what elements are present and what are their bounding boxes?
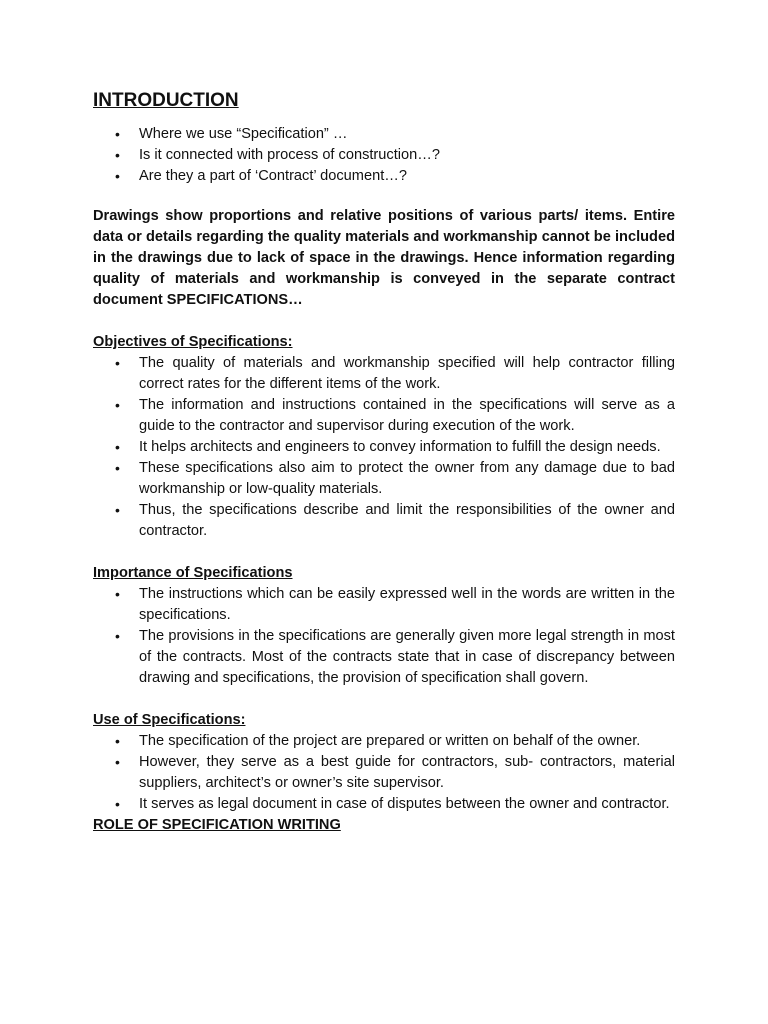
list-item xyxy=(93,353,675,395)
list-item xyxy=(93,437,675,458)
list-item-text: The quality of materials and workmanship specified will help contractor filling correct rates for the different items of the work. xyxy=(139,355,675,392)
list-item xyxy=(93,166,675,187)
intro-paragraph: Drawings show proportions and relative positions of various parts/ items. Entire data or details regarding the quality materials and workmanship cannot be included in the drawings due to lack of space in the drawings. Hence information regarding quality of materials and workmanship is conveyed in the separate contract document SPECIFICATIONS… xyxy=(93,208,675,308)
intro-question-list xyxy=(93,124,675,187)
section-heading: Objectives of Specifications: xyxy=(93,334,293,350)
list-item xyxy=(93,626,675,689)
list-item-text: The information and instructions contained in the specifications will serve as a guide to the contractor and supervisor during execution of the work. xyxy=(139,397,675,434)
list-item xyxy=(93,458,675,500)
bullet-icon: • xyxy=(115,168,120,184)
list-item xyxy=(93,794,675,815)
list-item xyxy=(93,500,675,542)
bullet-icon: • xyxy=(115,397,120,413)
section-heading: Use of Specifications: xyxy=(93,712,246,728)
list-item-text: The instructions which can be easily expressed well in the words are written in the specifications. xyxy=(139,586,675,623)
list-item xyxy=(93,395,675,437)
list-item-text: The specification of the project are prepared or written on behalf of the owner. xyxy=(139,733,641,749)
list-item-text: The provisions in the specifications are generally given more legal strength in most of the contracts. Most of the contracts state that in case of discrepancy between drawing and specifications, the provision of specification shall govern. xyxy=(139,628,675,686)
importance-list xyxy=(93,584,675,689)
list-item xyxy=(93,124,675,145)
bullet-icon: • xyxy=(115,126,120,142)
list-item xyxy=(93,584,675,626)
bullet-icon: • xyxy=(115,628,120,644)
list-item-text: It serves as legal document in case of disputes between the owner and contractor. xyxy=(139,796,670,812)
section-heading: Importance of Specifications xyxy=(93,565,293,581)
list-item xyxy=(93,731,675,752)
list-item-text: Is it connected with process of construction…? xyxy=(139,147,440,163)
list-item-text: Thus, the specifications describe and limit the responsibilities of the owner and contractor. xyxy=(139,502,675,539)
bullet-icon: • xyxy=(115,733,120,749)
use-section xyxy=(93,710,675,815)
document-page xyxy=(93,88,675,836)
role-section xyxy=(93,815,675,836)
objectives-list xyxy=(93,353,675,542)
bullet-icon: • xyxy=(115,796,120,812)
bullet-icon: • xyxy=(115,147,120,163)
list-item-text: It helps architects and engineers to convey information to fulfill the design needs. xyxy=(139,439,661,455)
bullet-icon: • xyxy=(115,460,120,476)
bullet-icon: • xyxy=(115,502,120,518)
list-item xyxy=(93,145,675,166)
bullet-icon: • xyxy=(115,586,120,602)
section-heading: ROLE OF SPECIFICATION WRITING xyxy=(93,817,341,833)
list-item-text: However, they serve as a best guide for contractors, sub- contractors, material suppliers, architect’s or owner’s site supervisor. xyxy=(139,754,675,791)
list-item xyxy=(93,752,675,794)
importance-section xyxy=(93,563,675,689)
bullet-icon: • xyxy=(115,439,120,455)
list-item-text: These specifications also aim to protect the owner from any damage due to bad workmanship or low-quality materials. xyxy=(139,460,675,497)
list-item-text: Where we use “Specification” … xyxy=(139,126,348,142)
use-list xyxy=(93,731,675,815)
bullet-icon: • xyxy=(115,754,120,770)
bullet-icon: • xyxy=(115,355,120,371)
list-item-text: Are they a part of ‘Contract’ document…? xyxy=(139,168,407,184)
page-title: INTRODUCTION xyxy=(93,90,239,111)
objectives-section xyxy=(93,332,675,542)
